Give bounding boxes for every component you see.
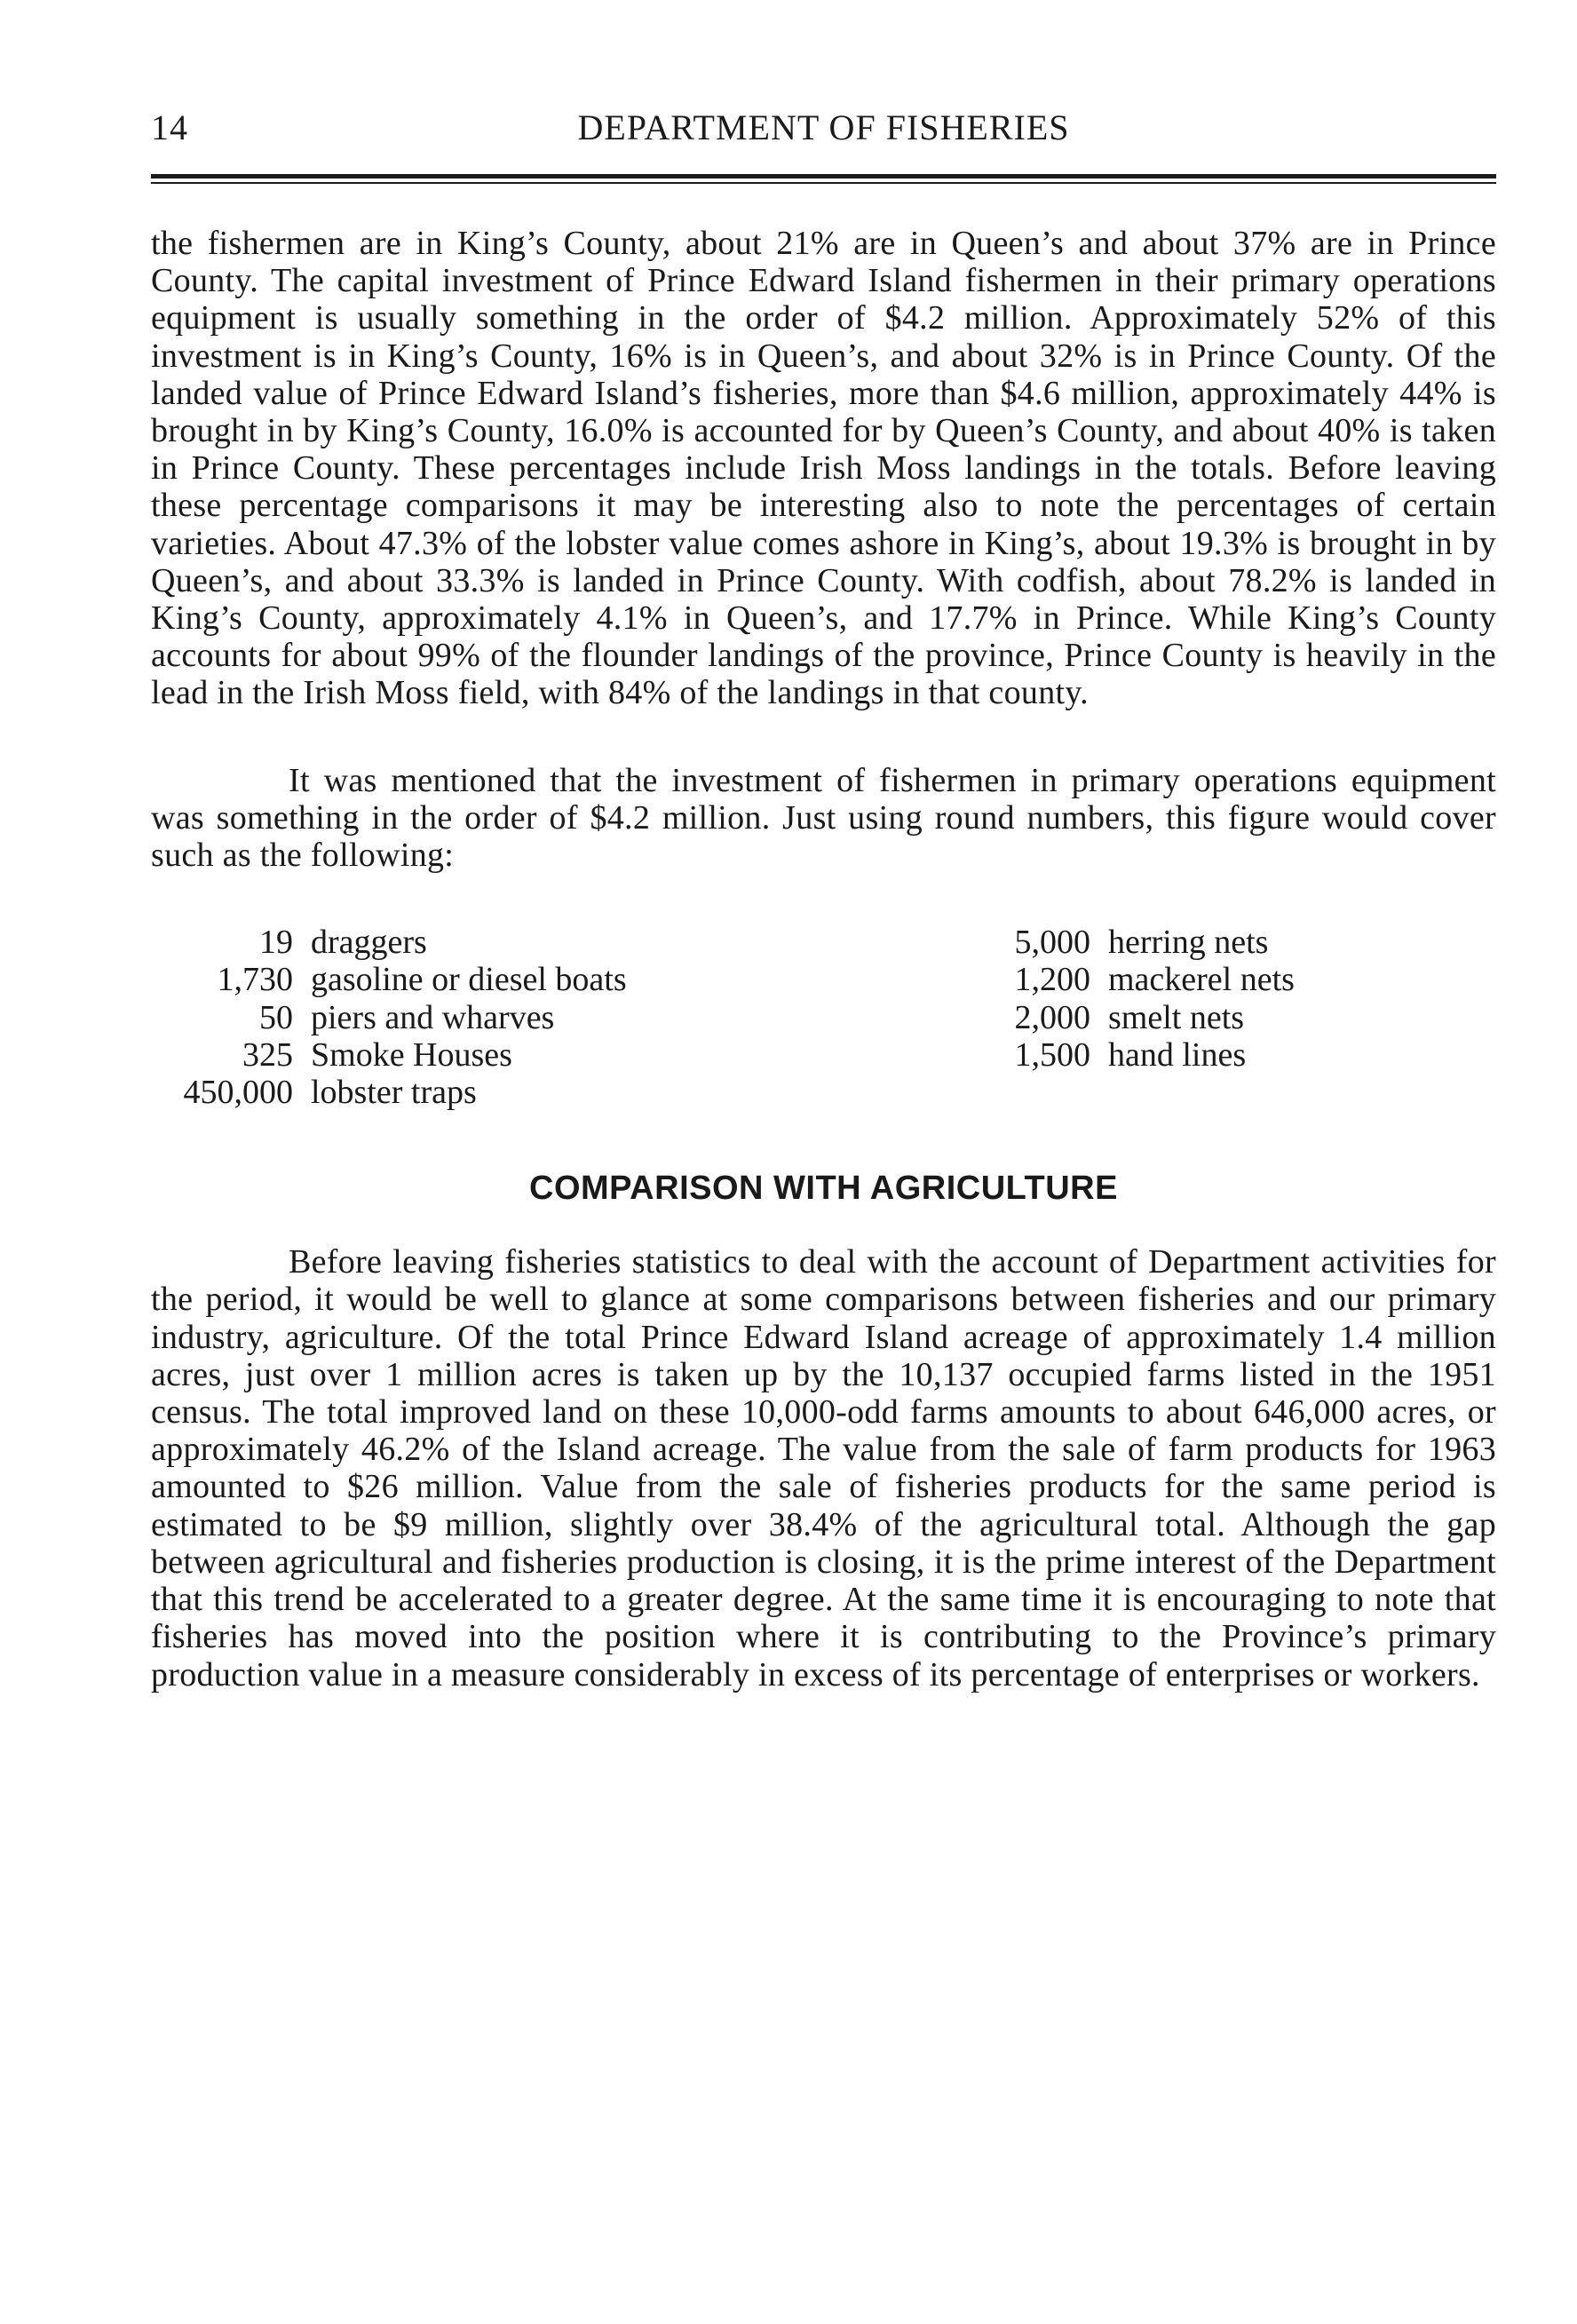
list-item: [977, 961, 1295, 998]
equipment-list: [151, 924, 1496, 1111]
header-rule-thin: [151, 182, 1496, 184]
equipment-item: smelt nets: [1108, 998, 1245, 1036]
paragraph-equipment-intro: It was mentioned that the investment of fishermen in primary operations equipment was something in the order of $4.2 million. Just using round numbers, this figure would cover such as the following:: [151, 761, 1496, 875]
header-rule-thick: [151, 174, 1496, 178]
list-item: [151, 961, 977, 998]
list-item: [151, 924, 977, 961]
list-item: [977, 999, 1295, 1036]
list-item: [977, 924, 1295, 961]
list-item: [151, 999, 977, 1036]
equipment-item: Smoke Houses: [311, 1035, 512, 1074]
equipment-item: mackerel nets: [1108, 961, 1295, 999]
section-heading: COMPARISON WITH AGRICULTURE: [529, 1170, 1118, 1208]
equipment-item: hand lines: [1108, 1035, 1247, 1074]
equipment-column-right: [977, 924, 1295, 1111]
equipment-quantity: 1,500: [1014, 1035, 1090, 1074]
document-page: [151, 107, 1496, 1693]
equipment-quantity: 325: [242, 1035, 293, 1074]
list-item: [977, 1036, 1295, 1074]
page-header: [151, 107, 1496, 169]
list-item: [151, 1074, 977, 1111]
equipment-column-left: [151, 924, 977, 1111]
equipment-quantity: 5,000: [1014, 924, 1090, 962]
equipment-quantity: 2,000: [1014, 998, 1090, 1036]
paragraph-county-percentages: the fishermen are in King’s County, about 21% are in Queen’s and about 37% are in Prince County. The capital investment of Prince Edward Island fishermen in their primary operations equipment is usually something in the order of $4.2 million. Approximately 52% of this investment is in King’s County, 16% is in Queen’s, and about 32% is in Prince County. Of the landed value of Prince Edward Island’s fisheries, more than $4.6 million, approximately 44% is brought in by King’s County, 16.0% is accounted for by Queen’s County, and about 40% is taken in Prince County. These percentages include Irish Moss landings in the totals. Before leaving these percentage comparisons it may be interesting also to note the percentages of certain varieties. About 47.3% of the lobster value comes ashore in King’s, about 19.3% is brought in by Queen’s, and about 33.3% is landed in Prince County. With codfish, about 78.2% is landed in King’s County, approximately 4.1% in Queen’s, and 17.7% in Prince. While King’s County accounts for about 99% of the flounder landings of the province, Prince County is heavily in the lead in the Irish Moss field, with 84% of the landings in that county.: [151, 225, 1496, 712]
equipment-item: piers and wharves: [311, 998, 555, 1036]
equipment-item: lobster traps: [311, 1074, 477, 1112]
equipment-quantity: 19: [259, 924, 293, 962]
equipment-item: herring nets: [1108, 924, 1269, 962]
equipment-quantity: 1,200: [1014, 961, 1090, 999]
equipment-quantity: 50: [259, 998, 293, 1036]
equipment-item: gasoline or diesel boats: [311, 961, 627, 999]
equipment-quantity: 1,730: [217, 961, 293, 999]
equipment-quantity: 450,000: [183, 1074, 293, 1112]
page-number: 14: [151, 107, 188, 147]
equipment-item: draggers: [311, 924, 427, 962]
paragraph-agriculture-comparison: Before leaving fisheries statistics to deal with the account of Department activities for the period, it would be well to glance at some comparisons between fisheries and our primary industry, agriculture. Of the total Prince Edward Island acreage of approximately 1.4 million acres, just over 1 million acres is taken up by the 10,137 occupied farms listed in the 1951 census. The total improved land on these 10,000-odd farms amounts to about 646,000 acres, or approximately 46.2% of the Island acreage. The value from the sale of farm products for 1963 amounted to $26 million. Value from the sale of fisheries products for the same period is estimated to be $9 million, slightly over 38.4% of the agricultural total. Although the gap between agricultural and fisheries production is closing, it is the prime interest of the Department that this trend be accelerated to a greater degree. At the same time it is encouraging to note that fisheries has moved into the position where it is contributing to the Province’s primary production value in a measure considerably in excess of its percentage of enterprises or workers.: [151, 1243, 1496, 1693]
list-item: [151, 1036, 977, 1074]
running-head: DEPARTMENT OF FISHERIES: [577, 107, 1070, 147]
